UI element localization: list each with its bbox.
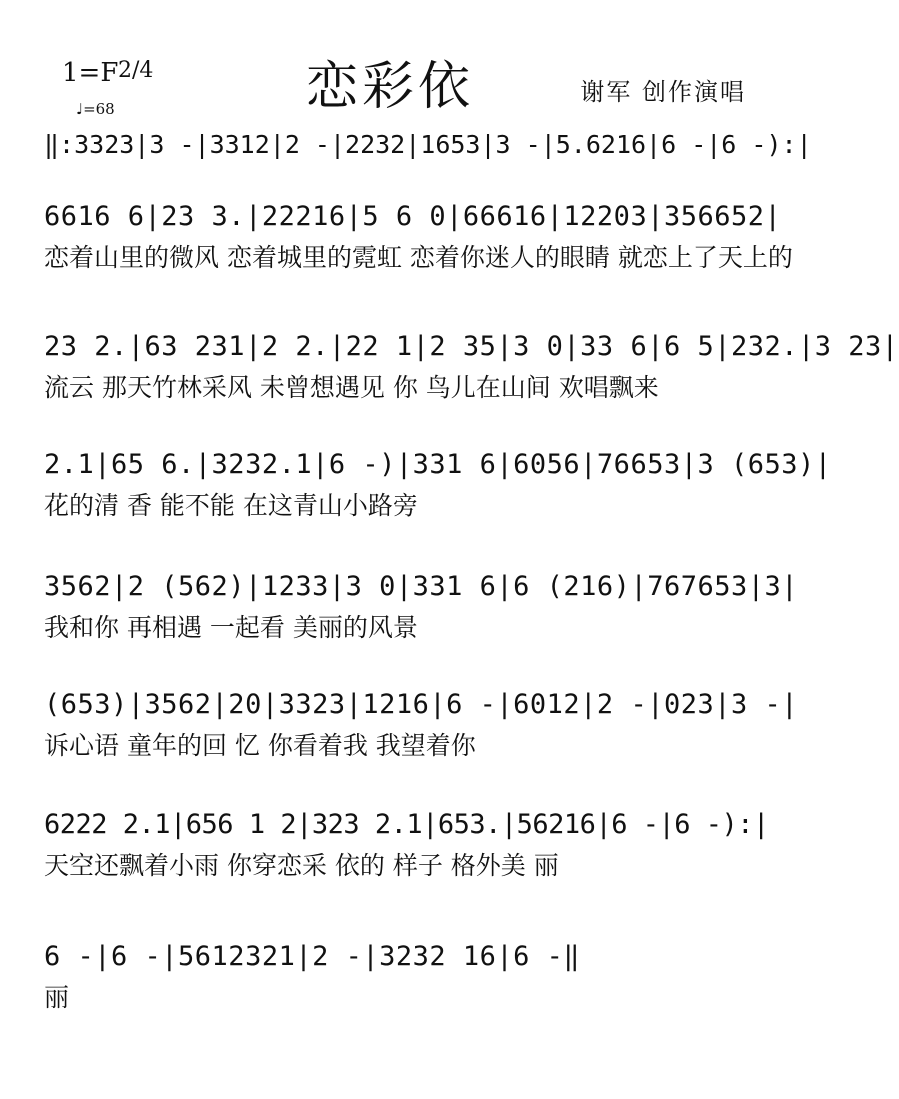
notation-line: 6 -|6 -|5612321|2 -|3232 16|6 -‖ <box>44 941 581 972</box>
lyrics-line: 诉心语 童年的回 忆 你看着我 我望着你 <box>44 731 476 760</box>
notation-line: 23 2.|63 231|2 2.|22 1|2 35|3 0|33 6|6 5|232.|3 23| <box>44 331 899 362</box>
notation-line: 3562|2 (562)|1233|3 0|331 6|6 (216)|767653|3| <box>44 571 798 602</box>
lyrics-line: 丽 <box>44 983 70 1012</box>
score-system-8 <box>44 940 744 1016</box>
lyrics-line: 我和你 再相遇 一起看 美丽的风景 <box>44 613 418 642</box>
time-signature: 2/4 <box>118 58 154 83</box>
score-system-6 <box>44 688 798 764</box>
score-system-3 <box>44 330 899 406</box>
composer-credit: 谢军 创作演唱 <box>580 78 746 106</box>
notation-line: ‖:3323|3 -|3312|2 -|2232|1653|3 -|5.6216|6 -|6 -):| <box>44 130 812 159</box>
key-signature: 1=F <box>62 58 119 88</box>
notation-line: 6222 2.1|656 1 2|323 2.1|653.|56216|6 -|6 -):| <box>44 809 769 840</box>
score-system-5 <box>44 570 798 646</box>
lyrics-line: 天空还飘着小雨 你穿恋采 依的 样子 格外美 丽 <box>44 851 559 880</box>
lyrics-line: 流云 那天竹林采风 未曾想遇见 你 鸟儿在山间 欢唱飘来 <box>44 373 659 402</box>
tempo-marking: ♩=68 <box>76 100 115 118</box>
lyrics-line: 恋着山里的微风 恋着城里的霓虹 恋着你迷人的眼睛 就恋上了天上的 <box>44 243 793 272</box>
lyrics-line <box>44 168 744 204</box>
score-system-7 <box>44 808 769 884</box>
score-system-1 <box>44 128 812 204</box>
score-system-2 <box>44 200 793 276</box>
notation-line: (653)|3562|20|3323|1216|6 -|6012|2 -|023|3 -| <box>44 689 798 720</box>
notation-line: 6616 6|23 3.|22216|5 6 0|66616|12203|356652| <box>44 201 782 232</box>
lyrics-line: 花的清 香 能不能 在这青山小路旁 <box>44 491 418 520</box>
notation-line: 2.1|65 6.|3232.1|6 -)|331 6|6056|76653|3 (653)| <box>44 449 832 480</box>
score-system-4 <box>44 448 832 524</box>
score-header <box>0 0 780 120</box>
song-title: 恋彩依 <box>305 57 474 117</box>
